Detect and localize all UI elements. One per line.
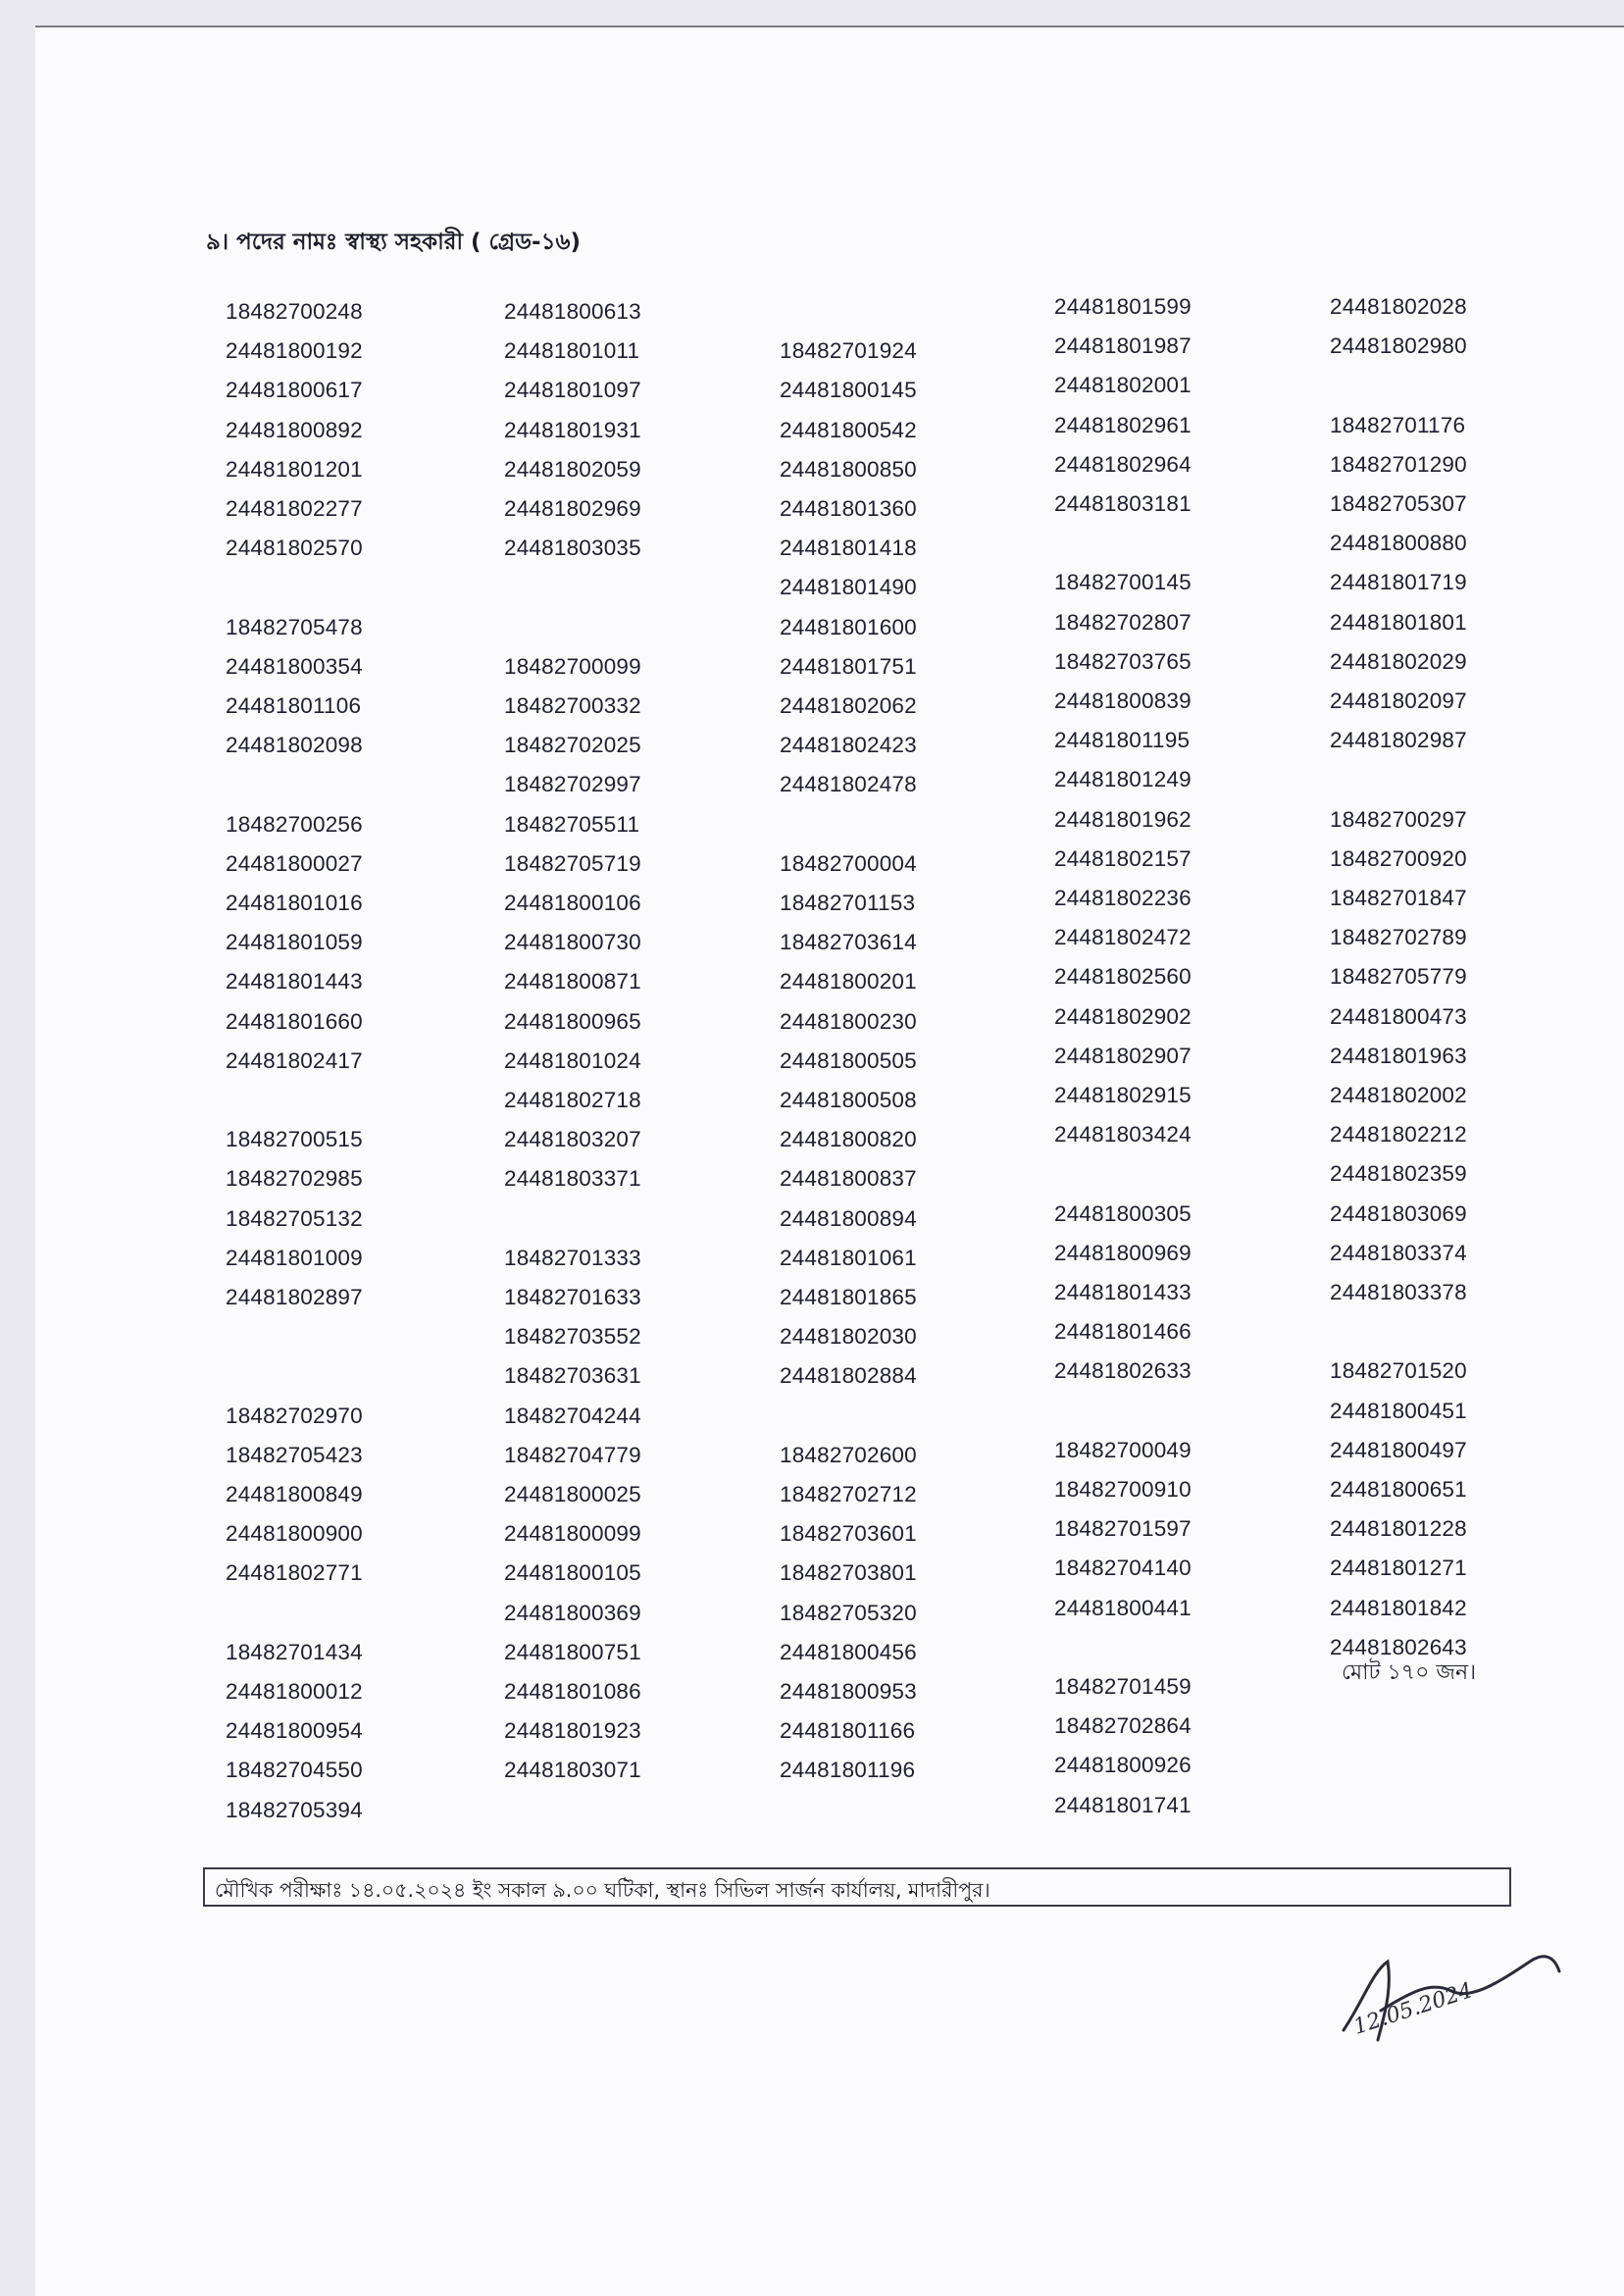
roll-number: 24481800900 [226, 1521, 363, 1547]
roll-number: 24481800837 [780, 1166, 917, 1192]
roll-number: 24481801061 [780, 1245, 917, 1270]
roll-number: 24481800354 [226, 653, 363, 679]
roll-number: 24481801962 [1054, 806, 1192, 832]
roll-number: 18482703765 [1054, 648, 1192, 674]
roll-number: 24481802359 [1330, 1161, 1467, 1187]
roll-number: 24481800894 [780, 1205, 917, 1231]
roll-number: 24481802478 [780, 772, 917, 797]
roll-number: 24481801931 [504, 417, 641, 442]
roll-number: 24481801433 [1054, 1280, 1192, 1304]
roll-number: 24481802987 [1330, 728, 1467, 753]
roll-number: 24481801106 [226, 693, 362, 718]
roll-number: 18482702985 [226, 1166, 363, 1192]
roll-number: 18482701924 [780, 338, 917, 364]
roll-number: 24481800099 [504, 1521, 641, 1547]
roll-number: 24481800613 [504, 299, 641, 324]
roll-number: 18482701520 [1330, 1358, 1467, 1384]
roll-number: 24481800892 [226, 417, 363, 442]
roll-number: 18482702712 [780, 1482, 917, 1506]
roll-number: 18482701434 [226, 1639, 363, 1664]
roll-number: 24481801024 [504, 1047, 641, 1073]
roll-number: 18482700920 [1330, 845, 1467, 871]
roll-number: 24481800969 [1054, 1240, 1192, 1265]
roll-number: 24481800965 [504, 1008, 641, 1034]
roll-number: 24481800192 [226, 338, 363, 364]
roll-number: 18482702789 [1330, 925, 1467, 950]
roll-number: 18482701176 [1330, 412, 1466, 437]
roll-number: 24481800651 [1330, 1477, 1467, 1502]
roll-number: 18482702864 [1054, 1713, 1192, 1739]
roll-number: 24481802212 [1330, 1122, 1467, 1148]
roll-number: 18482700145 [1054, 570, 1192, 595]
roll-number: 24481800230 [780, 1008, 917, 1034]
roll-number: 24481802002 [1330, 1083, 1467, 1107]
roll-number: 18482705511 [504, 811, 640, 837]
roll-number: 24481800839 [1054, 689, 1192, 713]
roll-number: 24481800106 [504, 891, 641, 915]
roll-number: 24481802236 [1054, 886, 1192, 910]
roll-number: 24481803207 [504, 1127, 641, 1152]
roll-number: 24481800305 [1054, 1200, 1192, 1226]
roll-number: 24481802098 [226, 733, 363, 758]
exam-notice-text: মৌখিক পরীক্ষাঃ ১৪.০৫.২০২৪ ইং সকাল ৯.০০ ঘটিকা, স্থানঃ সিভিল সার্জন কার্যালয়, মাদারীপুর। [215, 1878, 990, 1902]
roll-number: 18482701459 [1054, 1674, 1192, 1699]
roll-number: 24481801059 [226, 930, 363, 955]
roll-number: 24481801719 [1330, 570, 1467, 595]
roll-number: 24481801166 [780, 1718, 916, 1744]
roll-number: 24481802915 [1054, 1083, 1192, 1107]
roll-number: 24481802718 [504, 1088, 641, 1112]
roll-number: 24481802417 [226, 1047, 363, 1073]
roll-number: 18482700049 [1054, 1437, 1192, 1462]
roll-number: 24481800871 [504, 969, 641, 995]
roll-number: 24481802969 [504, 496, 641, 521]
roll-number: 24481801923 [504, 1718, 641, 1744]
roll-number: 18482705779 [1330, 964, 1467, 990]
roll-number: 24481801842 [1330, 1595, 1467, 1620]
roll-number: 18482703801 [780, 1560, 917, 1586]
roll-number: 24481803424 [1054, 1122, 1192, 1148]
roll-number: 24481803069 [1330, 1200, 1467, 1226]
roll-number: 24481801016 [226, 891, 363, 915]
total-count: মোট ১৭০ জন। [1342, 1660, 1477, 1685]
roll-number: 18482703614 [780, 930, 917, 955]
roll-number: 24481800730 [504, 930, 641, 955]
roll-number: 18482702600 [780, 1442, 917, 1467]
roll-number: 24481802570 [226, 536, 363, 561]
roll-number: 18482704550 [226, 1758, 363, 1783]
roll-number: 18482700004 [780, 850, 917, 876]
roll-number: 24481800953 [780, 1679, 917, 1704]
roll-number: 18482704779 [504, 1442, 641, 1467]
roll-number: 18482705394 [226, 1797, 363, 1822]
roll-number: 24481801599 [1054, 294, 1192, 319]
roll-number: 24481802029 [1330, 648, 1467, 674]
roll-number: 18482705719 [504, 850, 641, 876]
roll-number: 18482700099 [504, 653, 641, 679]
roll-number: 18482705478 [226, 614, 363, 639]
roll-number: 18482700332 [504, 693, 641, 718]
roll-number: 24481801600 [780, 614, 917, 639]
roll-number: 24481800451 [1330, 1398, 1467, 1423]
roll-number: 24481802001 [1054, 373, 1192, 398]
roll-number: 24481800497 [1330, 1437, 1467, 1462]
roll-number: 24481801963 [1330, 1043, 1467, 1068]
roll-number: 18482701633 [504, 1285, 641, 1309]
roll-number: 24481802643 [1330, 1634, 1467, 1659]
roll-number: 24481800542 [780, 417, 917, 442]
roll-number: 24481801987 [1054, 333, 1192, 359]
roll-number: 24481801196 [780, 1758, 916, 1783]
roll-number: 24481800456 [780, 1639, 917, 1664]
roll-number: 24481801466 [1054, 1319, 1192, 1345]
roll-number: 24481800105 [504, 1560, 641, 1586]
roll-number: 24481802884 [780, 1363, 917, 1389]
roll-number: 24481801418 [780, 536, 917, 561]
roll-number: 24481803035 [504, 536, 641, 561]
roll-number: 18482705423 [226, 1442, 363, 1467]
roll-number: 24481800027 [226, 850, 363, 876]
roll-number: 24481800508 [780, 1088, 917, 1112]
roll-number: 24481801009 [226, 1245, 363, 1270]
roll-number: 24481802771 [226, 1560, 363, 1586]
roll-number: 24481801249 [1054, 767, 1192, 792]
roll-number: 24481802980 [1330, 333, 1467, 359]
roll-number: 18482702997 [504, 772, 641, 797]
roll-number: 24481802961 [1054, 412, 1192, 437]
roll-number: 24481803371 [504, 1166, 641, 1192]
roll-number: 18482701153 [780, 891, 916, 915]
roll-number: 24481801751 [780, 653, 917, 679]
roll-number: 18482703631 [504, 1363, 641, 1389]
roll-number: 24481802964 [1054, 451, 1192, 477]
roll-number: 18482702025 [504, 733, 641, 758]
roll-number: 24481801195 [1054, 728, 1191, 753]
roll-number: 24481802902 [1054, 1003, 1192, 1029]
roll-number: 24481800954 [226, 1718, 363, 1744]
roll-number: 18482701597 [1054, 1516, 1192, 1542]
roll-number: 18482703552 [504, 1324, 641, 1350]
roll-number: 24481801011 [504, 338, 640, 364]
roll-number: 24481800849 [226, 1482, 363, 1506]
roll-number: 18482700515 [226, 1127, 363, 1152]
roll-number: 24481800145 [780, 378, 917, 403]
roll-number: 18482704244 [504, 1403, 641, 1428]
roll-number: 24481801660 [226, 1008, 363, 1034]
roll-number: 24481800201 [780, 969, 917, 995]
roll-number: 24481801360 [780, 496, 917, 521]
roll-number: 24481801490 [780, 575, 917, 600]
roll-number: 24481801801 [1330, 609, 1467, 635]
roll-number: 24481802907 [1054, 1043, 1192, 1068]
roll-number: 24481802097 [1330, 689, 1467, 713]
roll-number: 18482702807 [1054, 609, 1192, 635]
roll-number: 18482701847 [1330, 886, 1467, 910]
roll-number: 18482700256 [226, 811, 363, 837]
roll-number: 24481802633 [1054, 1358, 1192, 1384]
roll-number: 24481801865 [780, 1285, 917, 1309]
roll-number: 24481802059 [504, 456, 641, 482]
roll-number: 24481802157 [1054, 845, 1192, 871]
roll-number: 24481800441 [1054, 1595, 1192, 1620]
page-title: ৯। পদের নামঃ স্বাস্থ্য সহকারী ( গ্রেড-১৬) [206, 230, 581, 255]
roll-number: 24481803378 [1330, 1280, 1467, 1304]
roll-number: 24481801228 [1330, 1516, 1467, 1542]
roll-number: 24481800025 [504, 1482, 641, 1506]
roll-number: 24481803374 [1330, 1240, 1467, 1265]
roll-number: 24481801271 [1330, 1556, 1467, 1581]
roll-number: 24481800880 [1330, 531, 1467, 556]
roll-number: 18482703601 [780, 1521, 917, 1547]
roll-number: 24481801086 [504, 1679, 641, 1704]
roll-number: 24481801201 [226, 456, 363, 482]
roll-number: 24481800926 [1054, 1753, 1192, 1778]
roll-number: 24481802277 [226, 496, 363, 521]
signature-date: 12.05.2024 [1350, 1978, 1476, 2040]
roll-number: 24481800751 [504, 1639, 641, 1664]
roll-number: 18482700248 [226, 299, 363, 324]
roll-number: 18482705307 [1330, 491, 1467, 516]
roll-number: 24481802062 [780, 693, 917, 718]
roll-number: 24481801741 [1054, 1792, 1192, 1817]
roll-number: 24481802423 [780, 733, 917, 758]
roll-number: 24481801443 [226, 969, 363, 995]
roll-number: 18482704140 [1054, 1556, 1192, 1581]
roll-number: 18482700910 [1054, 1477, 1192, 1502]
roll-number: 24481800505 [780, 1047, 917, 1073]
roll-number: 24481803071 [504, 1758, 641, 1783]
roll-number: 24481800012 [226, 1679, 363, 1704]
roll-number: 18482705132 [226, 1205, 363, 1231]
roll-number: 18482701290 [1330, 451, 1467, 477]
roll-number: 24481801097 [504, 378, 641, 403]
roll-number: 24481802028 [1330, 294, 1467, 319]
roll-number: 24481800820 [780, 1127, 917, 1152]
roll-number: 24481802472 [1054, 925, 1192, 950]
roll-number: 24481800369 [504, 1600, 641, 1625]
roll-number: 24481800473 [1330, 1003, 1467, 1029]
roll-number: 24481802897 [226, 1285, 363, 1309]
roll-number: 18482701333 [504, 1245, 641, 1270]
roll-number: 24481800617 [226, 378, 363, 403]
exam-notice-box [203, 1867, 1511, 1907]
roll-number: 24481802030 [780, 1324, 917, 1350]
roll-number: 24481802560 [1054, 964, 1192, 990]
roll-number: 18482700297 [1330, 806, 1467, 832]
roll-number: 24481803181 [1054, 491, 1192, 516]
roll-number: 18482705320 [780, 1600, 917, 1625]
roll-number: 24481800850 [780, 456, 917, 482]
roll-number: 18482702970 [226, 1403, 363, 1428]
